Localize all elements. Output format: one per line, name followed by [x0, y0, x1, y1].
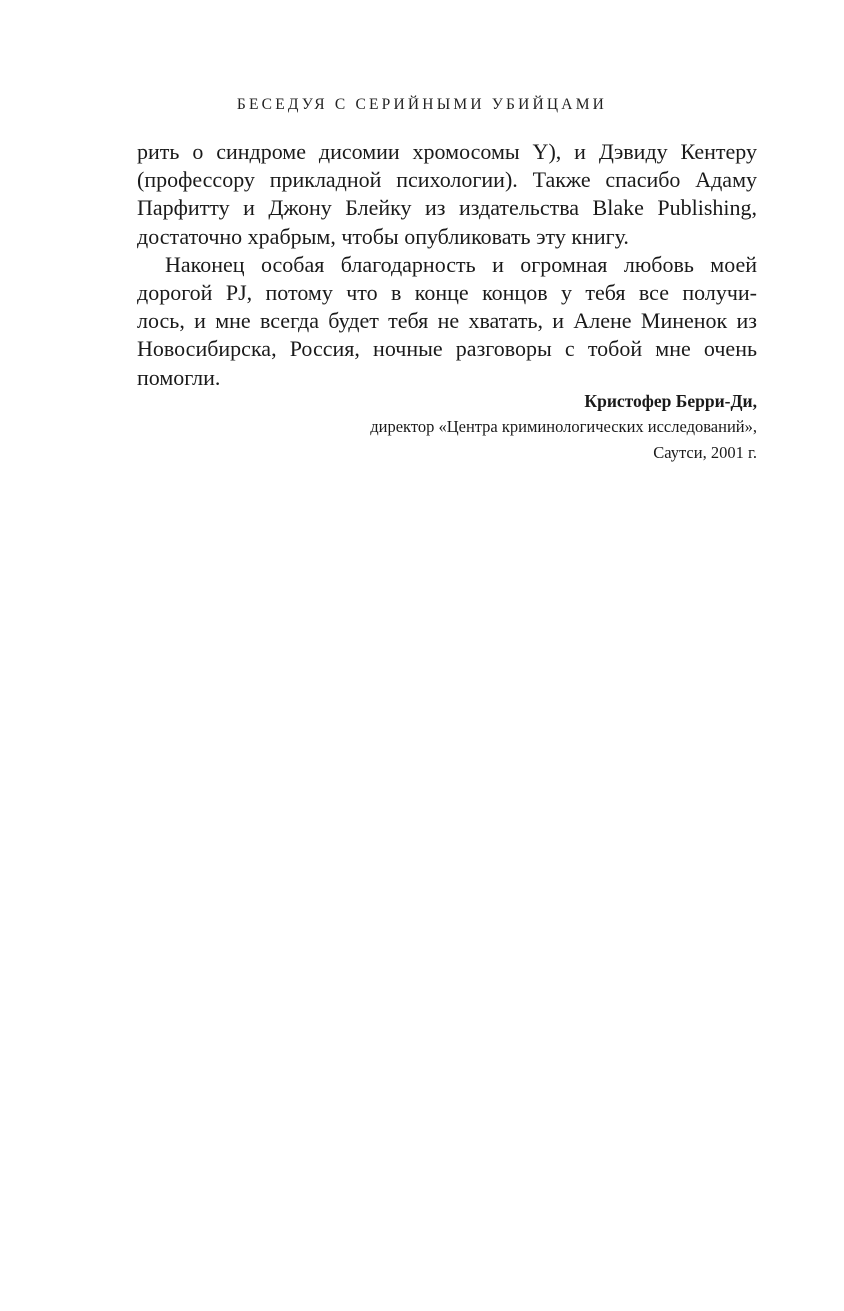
body-line: (профессору прикладной психологии). Также спасибо Адаму — [137, 167, 757, 193]
body-line-paragraph-start: Наконец особая благодарность и огромная любовь моей — [165, 251, 757, 277]
body-line: Новосибирска, Россия, ночные разговоры с тобой мне очень — [137, 336, 757, 362]
body-line: рить о синдроме дисомии хромосомы Y), и Дэвиду Кентеру — [137, 139, 757, 164]
body-line: лось, и мне всегда будет тебя не хватать, и Алене Миненок из — [137, 308, 757, 334]
body-line-paragraph-end: помогли. — [137, 364, 221, 390]
running-head: БЕСЕДУЯ С СЕРИЙНЫМИ УБИЙЦАМИ — [236, 96, 608, 113]
body-text — [137, 138, 757, 392]
place-date: Саутси, 2001 г. — [653, 443, 757, 462]
author-position: директор «Центра криминологических исследований», — [370, 417, 757, 436]
body-line: Парфитту и Джону Блейку из издательства Blake Publishing, — [137, 195, 757, 221]
body-line: дорогой PJ, потому что в конце концов у тебя все получи- — [137, 279, 757, 305]
author-name: Кристофер Берри-Ди, — [584, 391, 757, 411]
signature-block — [137, 388, 757, 466]
body-line-paragraph-end: достаточно храбрым, чтобы опубликовать эту книгу. — [137, 223, 629, 249]
